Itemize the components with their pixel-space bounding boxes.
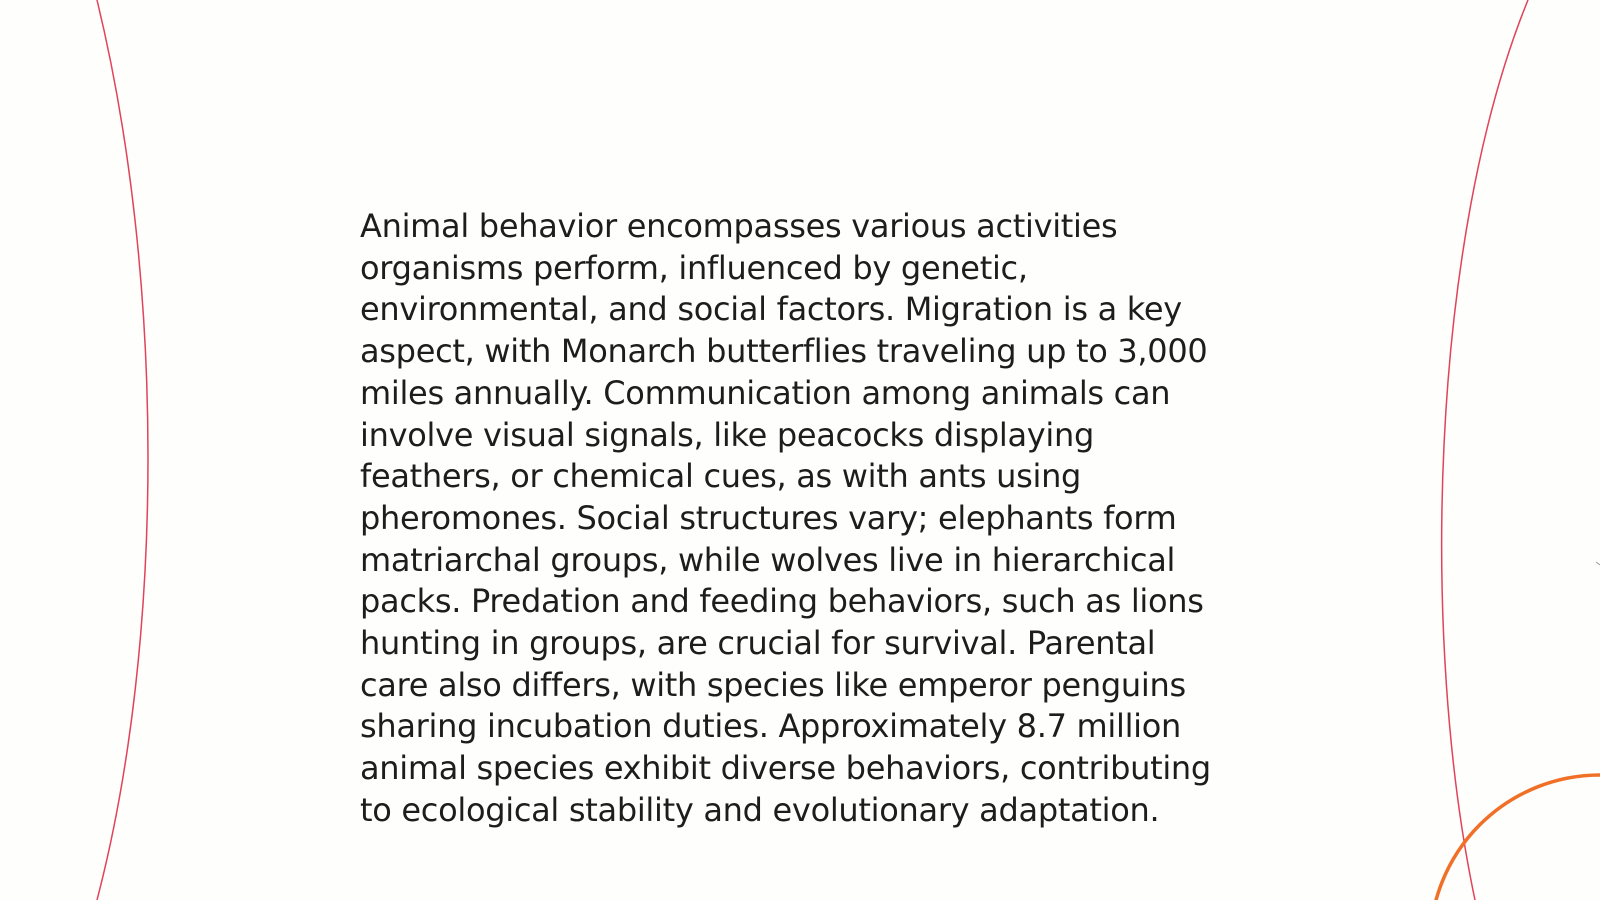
body-line: Animal behavior encompasses various activities xyxy=(360,207,1118,245)
body-line: organisms perform, influenced by genetic, xyxy=(360,248,1028,287)
body-text xyxy=(360,206,1260,832)
body-line: matriarchal groups, while wolves live in hierarchical xyxy=(360,540,1176,579)
body-line: sharing incubation duties. Approximately 8.7 million xyxy=(360,707,1182,746)
body-line: care also differs, with species like emperor penguins xyxy=(360,665,1186,704)
body-line: hunting in groups, are crucial for survival. Parental xyxy=(360,624,1156,663)
body-line: to ecological stability and evolutionary adaptation. xyxy=(360,790,1160,829)
left-curve xyxy=(97,0,148,900)
body-line: environmental, and social factors. Migration is a key xyxy=(360,290,1182,329)
body-line: feathers, or chemical cues, as with ants using xyxy=(360,457,1082,496)
right-curve xyxy=(1442,0,1528,900)
orange-circle xyxy=(1430,775,1600,900)
body-line: animal species exhibit diverse behaviors, contributing xyxy=(360,749,1211,788)
body-line: miles annually. Communication among animals can xyxy=(360,373,1171,412)
body-line: aspect, with Monarch butterflies traveling up to 3,000 xyxy=(360,332,1208,371)
body-line: involve visual signals, like peacocks displaying xyxy=(360,415,1094,454)
right-edge-tick xyxy=(1596,562,1600,565)
body-line: pheromones. Social structures vary; elephants form xyxy=(360,498,1177,537)
body-line: packs. Predation and feeding behaviors, such as lions xyxy=(360,582,1204,621)
